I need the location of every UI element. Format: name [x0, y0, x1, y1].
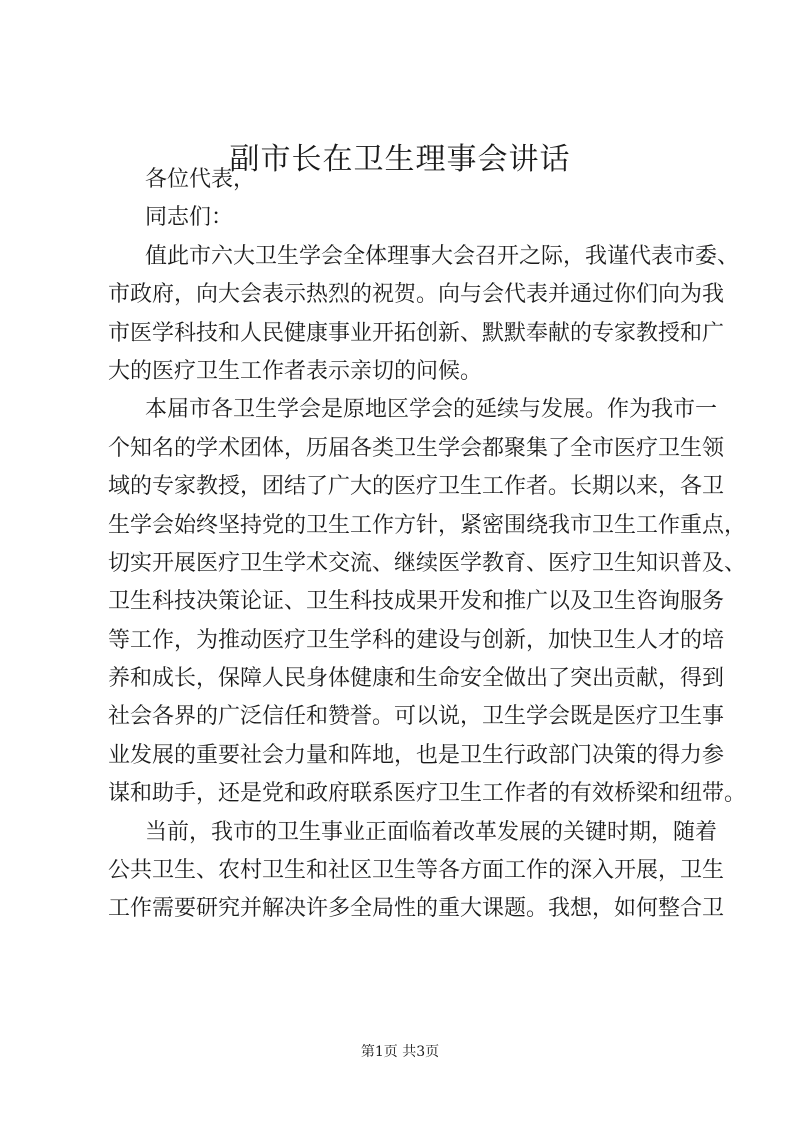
text-line: 本届市各卫生学会是原地区学会的延续与发展。作为我市一 [145, 397, 718, 423]
document-body [108, 161, 747, 929]
text-line: 养和成长，保障人民身体健康和生命安全做出了突出贡献，得到 [108, 666, 725, 692]
text-line: 大的医疗卫生工作者表示亲切的问候。 [108, 358, 483, 384]
text-line: 公共卫生、农村卫生和社区卫生等各方面工作的深入开展，卫生 [108, 858, 725, 884]
salutation-line: 同志们： [145, 205, 234, 231]
text-line: 域的专家教授，团结了广大的医疗卫生工作者。长期以来，各卫 [108, 474, 725, 500]
text-line: 卫生科技决策论证、卫生科技成果开发和推广以及卫生咨询服务 [108, 589, 725, 615]
document-title: 副市长在卫生理事会讲话 [229, 142, 571, 177]
paragraph [108, 238, 740, 392]
text-line: 工作需要研究并解决许多全局性的重大课题。我想，如何整合卫 [108, 896, 725, 922]
page-footer: 第1页 共3页 [360, 1044, 440, 1060]
text-line: 等工作，为推动医疗卫生学科的建设与创新，加快卫生人才的培 [108, 627, 725, 653]
text-line: 谋和助手，还是党和政府联系医疗卫生工作者的有效桥梁和纽带。 [108, 781, 747, 807]
paragraph [108, 391, 747, 813]
text-line: 生学会始终坚持党的卫生工作方针，紧密围绕我市卫生工作重点， [108, 512, 747, 538]
text-line: 个知名的学术团体，历届各类卫生学会都聚集了全市医疗卫生领 [108, 435, 725, 461]
text-line: 业发展的重要社会力量和阵地，也是卫生行政部门决策的得力参 [108, 742, 725, 768]
text-line: 市政府，向大会表示热烈的祝贺。向与会代表并通过你们向为我 [108, 282, 725, 308]
salutation-line: 各位代表， [145, 167, 256, 192]
text-line: 切实开展医疗卫生学术交流、继续医学教育、医疗卫生知识普及、 [108, 550, 747, 576]
paragraph [108, 814, 725, 929]
text-line: 市医学科技和人民健康事业开拓创新、默默奉献的专家教授和广 [108, 320, 725, 346]
text-line: 当前，我市的卫生事业正面临着改革发展的关键时期，随着 [145, 819, 718, 845]
text-line: 值此市六大卫生学会全体理事大会召开之际，我谨代表市委、 [145, 243, 740, 269]
text-line: 社会各界的广泛信任和赞誉。可以说，卫生学会既是医疗卫生事 [108, 704, 725, 730]
paragraphs [108, 238, 747, 929]
